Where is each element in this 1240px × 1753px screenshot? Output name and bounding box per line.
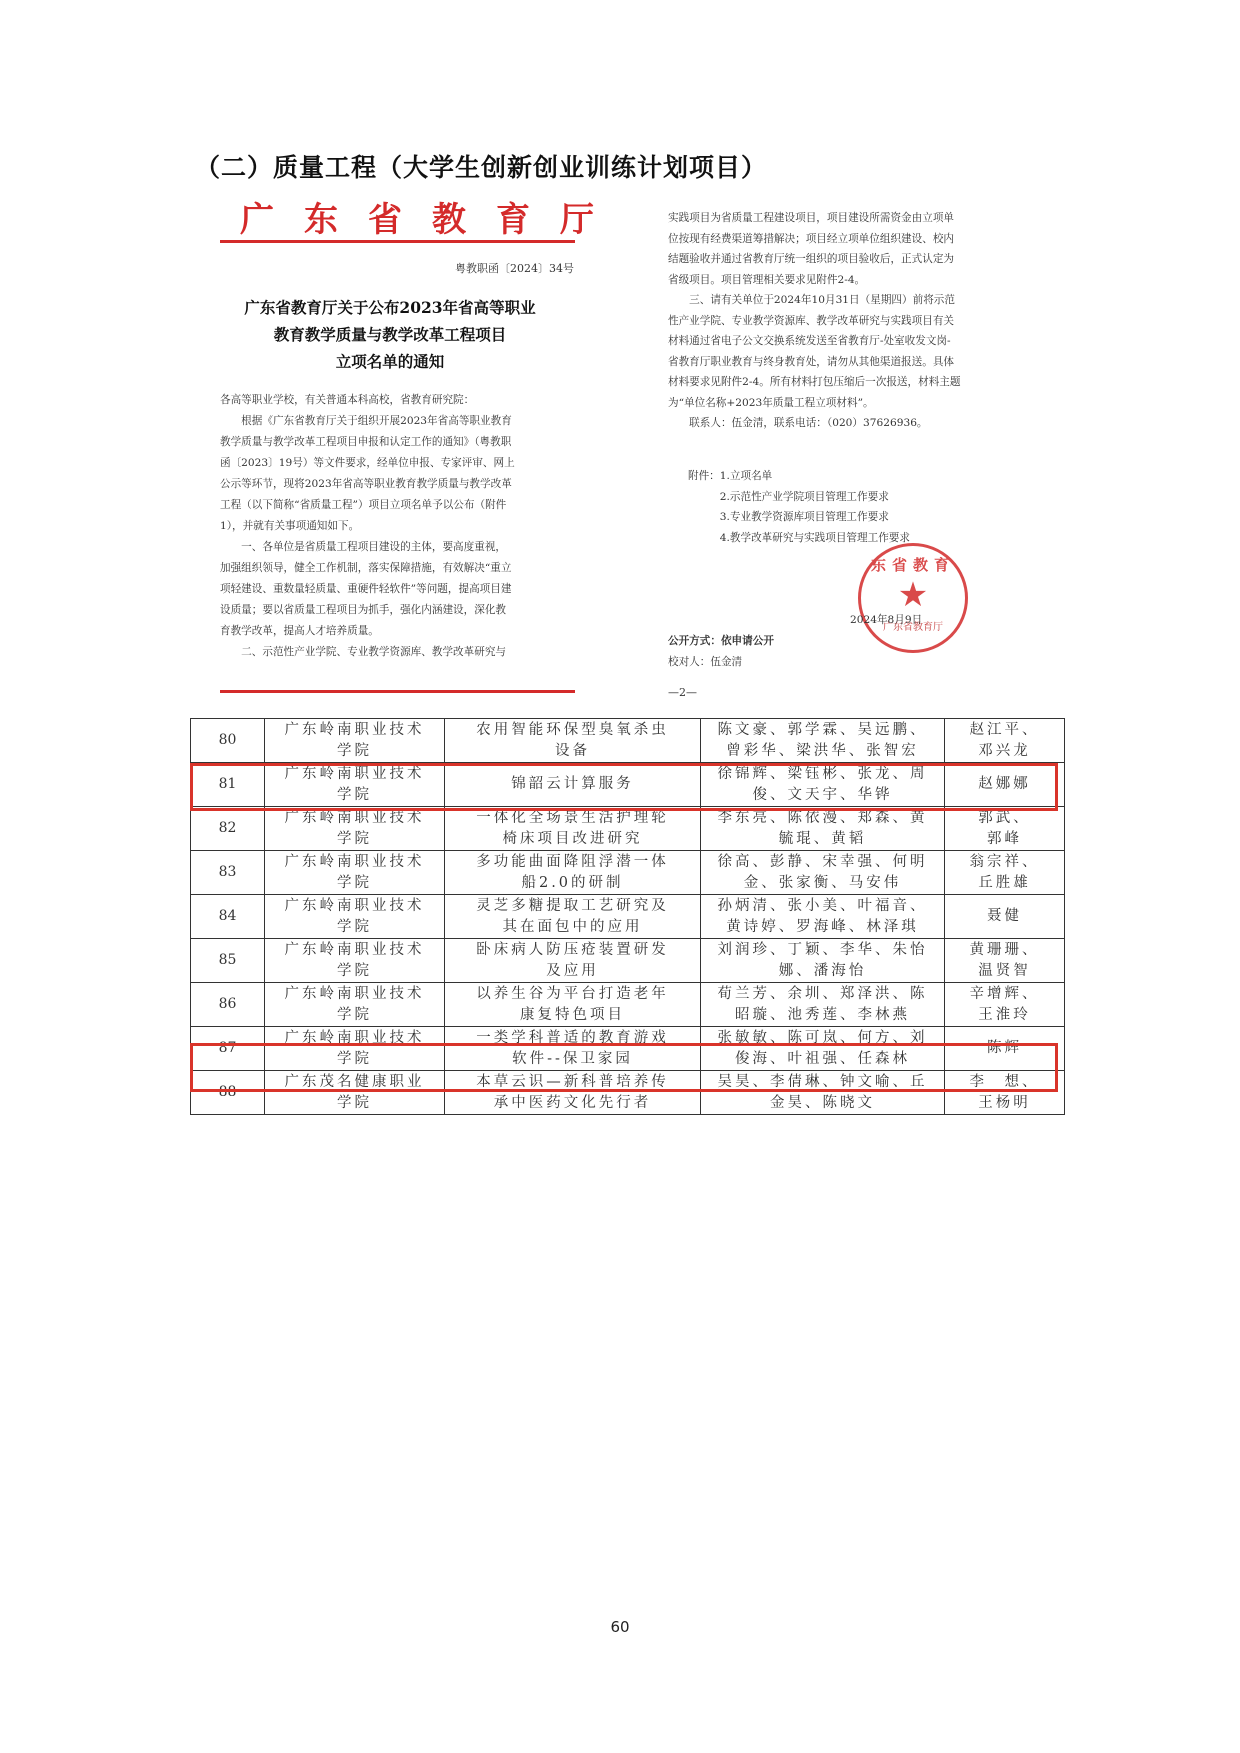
disclosure-text: 公开方式：依申请公开 (668, 635, 774, 647)
school-cell (265, 719, 445, 763)
row-number-line: 80 (218, 732, 237, 748)
body-line: 根据《广东省教育厅关于组织开展2023年省高等职业教育 (220, 415, 512, 427)
advisor-cell-line: 聂健 (987, 908, 1022, 924)
table-row (191, 763, 1065, 807)
row-number (191, 763, 265, 807)
body-line: 教学质量与教学改革工程项目申报和认定工作的通知》（粤教职 (220, 436, 512, 448)
body-line: 省级项目。项目管理相关要求见附件2-4。 (668, 273, 866, 286)
school-cell-line: 广东茂名健康职业 (284, 1073, 425, 1090)
body-line: 二、示范性产业学院、专业教学资源库、教学改革研究与 (220, 646, 507, 658)
seal-arc-text: 东省教育 (870, 556, 955, 574)
advisor-cell-line: 王淮玲 (978, 1006, 1031, 1023)
notice-title-line: 广东省教育厅关于公布2023年省高等职业 (244, 298, 536, 317)
body-line: 省教育厅职业教育与终身教育处，请勿从其他渠道报送。具体 (668, 355, 955, 368)
row-number (191, 895, 265, 939)
advisor-cell (945, 807, 1065, 851)
notice-page-mark: —2— (668, 686, 697, 699)
school-cell-line: 广东岭南职业技术 (284, 721, 425, 738)
advisor-cell (945, 939, 1065, 983)
advisor-cell (945, 895, 1065, 939)
body-line: 育教学改革，提高人才培养质量。 (220, 625, 379, 637)
school-cell-line: 学院 (337, 1050, 372, 1067)
project-name-cell-line: 软件--保卫家园 (512, 1050, 633, 1067)
body-line: 材料要求见附件2-4。所有材料打包压缩后一次报送，材料主题 (668, 376, 961, 388)
notice-page-left (220, 190, 624, 710)
body-line: 各高等职业学校，有关普通本科高校，省教育研究院： (220, 394, 475, 406)
body-line: 三、请有关单位于2024年10月31日（星期四）前将示范 (668, 294, 955, 306)
notice-title-line: 教育教学质量与教学改革工程项目 (273, 325, 507, 344)
body-line: 为“单位名称+2023年质量工程立项材料”。 (668, 396, 874, 409)
team-members-cell (701, 719, 945, 763)
team-members-cell-line: 娜、潘海怡 (778, 962, 867, 979)
body-line: 函〔2023〕19号）等文件要求，经单位申报、专家评审、网上 (220, 457, 515, 469)
seal-bottom-text: 广东省教育厅 (883, 622, 943, 633)
school-cell-line: 学院 (337, 918, 372, 935)
table-row (191, 1071, 1065, 1115)
school-cell (265, 807, 445, 851)
row-number (191, 719, 265, 763)
team-members-cell-line: 徐高、彭静、宋幸强、何明 (717, 853, 928, 870)
table-row (191, 983, 1065, 1027)
team-members-cell (701, 763, 945, 807)
project-name-cell-line: 农用智能环保型臭氧杀虫 (476, 721, 669, 738)
team-members-cell-line: 黄诗婷、罗海峰、林泽琪 (726, 918, 919, 935)
body-line: 性产业学院、专业教学资源库、教学改革研究与实践项目有关 (668, 314, 955, 327)
letterhead: 广东省教育厅 (240, 200, 624, 240)
row-number-line: 82 (218, 820, 237, 836)
project-name-cell (445, 939, 701, 983)
advisor-cell (945, 1071, 1065, 1115)
advisor-cell-line: 赵江平、 (969, 721, 1040, 738)
team-members-cell-line: 陈文豪、郭学霖、吴远鹏、 (717, 721, 928, 738)
team-members-cell (701, 895, 945, 939)
advisor-cell-line: 郭武、 (978, 809, 1031, 826)
body-line: 设质量；要以省质量工程项目为抓手，强化内涵建设，深化教 (220, 604, 507, 616)
advisor-cell-line: 赵娜娜 (978, 776, 1031, 792)
team-members-cell-line: 李东亮、陈依漫、郑森、黄 (717, 809, 928, 826)
project-name-cell-line: 及应用 (546, 962, 599, 979)
body-line: 一、各单位是省质量工程项目建设的主体，要高度重视， (220, 541, 507, 553)
school-cell (265, 1027, 445, 1071)
attachment-item: 2.示范性产业学院项目管理工作要求 (688, 490, 889, 503)
project-table (190, 718, 1065, 1115)
school-cell-line: 学院 (337, 786, 372, 803)
advisor-cell-line: 郭峰 (987, 830, 1022, 847)
school-cell (265, 983, 445, 1027)
project-name-cell (445, 719, 701, 763)
project-name-cell-line: 其在面包中的应用 (502, 918, 643, 935)
row-number-line: 81 (218, 776, 237, 792)
body-line: 联系人：伍金清，联系电话：（020）37626936。 (668, 417, 928, 429)
notice-page-right (668, 208, 998, 703)
row-number-line: 83 (218, 864, 237, 880)
advisor-cell (945, 983, 1065, 1027)
advisor-cell-line: 王杨明 (978, 1094, 1031, 1111)
body-line: 工程（以下简称“省质量工程”）项目立项名单予以公布（附件 (220, 499, 507, 511)
school-cell-line: 广东岭南职业技术 (284, 941, 425, 958)
notice-title-line: 立项名单的通知 (335, 352, 445, 371)
school-cell (265, 851, 445, 895)
attachment-item: 3.专业教学资源库项目管理工作要求 (688, 511, 889, 523)
project-name-cell-line: 承中医药文化先行者 (493, 1094, 652, 1111)
school-cell-line: 学院 (337, 962, 372, 979)
team-members-cell-line: 俊海、叶祖强、任森林 (735, 1050, 910, 1067)
advisor-cell (945, 719, 1065, 763)
disclosure-method (668, 633, 774, 648)
row-number (191, 983, 265, 1027)
issue-date: 2024年8月9日 (850, 614, 923, 626)
row-number-line: 85 (218, 952, 237, 968)
project-name-cell-line: 设备 (555, 742, 590, 759)
table-row (191, 719, 1065, 763)
school-cell (265, 763, 445, 807)
advisor-cell-line: 黄珊珊、 (969, 941, 1040, 958)
document-number: 粤教职函〔2024〕34号 (455, 262, 574, 275)
team-members-cell-line: 曾彩华、梁洪华、张智宏 (726, 742, 919, 759)
project-name-cell (445, 807, 701, 851)
school-cell-line: 学院 (337, 1006, 372, 1023)
table-row (191, 895, 1065, 939)
school-cell-line: 广东岭南职业技术 (284, 765, 425, 782)
school-cell (265, 895, 445, 939)
body-line: 结题验收并通过省教育厅统一组织的项目验收后，正式认定为 (668, 253, 955, 265)
row-number (191, 939, 265, 983)
body-line: 公示等环节，现将2023年省高等职业教育教学质量与教学改革 (220, 478, 512, 490)
row-number (191, 1027, 265, 1071)
project-name-cell-line: 船2.0的研制 (521, 874, 624, 891)
project-name-cell-line: 本草云识—新科普培养传 (476, 1073, 669, 1090)
school-cell-line: 广东岭南职业技术 (284, 985, 425, 1002)
project-name-cell (445, 983, 701, 1027)
advisor-cell-line: 陈辉 (987, 1040, 1022, 1056)
project-name-cell-line: 以养生谷为平台打造老年 (476, 985, 669, 1002)
table-row (191, 939, 1065, 983)
table-row (191, 851, 1065, 895)
advisor-cell (945, 763, 1065, 807)
advisor-cell-line: 丘胜雄 (978, 874, 1031, 891)
body-line: 材料通过省电子公文交换系统发送至省教育厅-处室收发文岗- (668, 335, 951, 347)
project-name-cell-line: 多功能曲面降阻浮潜一体 (476, 853, 669, 870)
star-icon: ★ (897, 575, 929, 615)
school-cell (265, 1071, 445, 1115)
project-name-cell (445, 1027, 701, 1071)
advisor-cell-line: 温贤智 (978, 962, 1031, 979)
project-name-cell-line: 卧床病人防压疮装置研发 (476, 941, 669, 958)
attachments-list (688, 466, 910, 548)
team-members-cell-line: 孙炳清、张小美、叶福音、 (717, 897, 928, 914)
team-members-cell-line: 荀兰芳、余圳、郑泽洪、陈 (717, 985, 928, 1002)
official-seal (858, 543, 968, 653)
team-members-cell-line: 昭璇、池秀莲、李林燕 (735, 1006, 910, 1023)
body-line: 项轻建设、重数量轻质量、重硬件轻软件”等问题，提高项目建 (220, 583, 512, 595)
school-cell-line: 广东岭南职业技术 (284, 897, 425, 914)
table-row (191, 1027, 1065, 1071)
project-name-cell-line: 椅床项目改进研究 (502, 830, 643, 847)
school-cell-line: 广东岭南职业技术 (284, 809, 425, 826)
body-line: 位按现有经费渠道筹措解决；项目经立项单位组织建设、校内 (668, 232, 955, 245)
body-line: 实践项目为省质量工程建设项目，项目建设所需资金由立项单 (668, 212, 955, 224)
advisor-cell (945, 851, 1065, 895)
project-name-cell-line: 康复特色项目 (520, 1006, 625, 1023)
school-cell (265, 939, 445, 983)
row-number (191, 1071, 265, 1115)
project-name-cell-line: 灵芝多糖提取工艺研究及 (476, 897, 669, 914)
school-cell-line: 学院 (337, 874, 372, 891)
school-cell-line: 学院 (337, 742, 372, 759)
project-name-cell (445, 1071, 701, 1115)
project-name-cell (445, 895, 701, 939)
project-name-cell-line: 一体化全场景生活护理轮 (476, 809, 669, 826)
school-cell-line: 学院 (337, 830, 372, 847)
row-number-line: 84 (218, 908, 237, 924)
team-members-cell (701, 983, 945, 1027)
project-name-cell-line: 一类学科普适的教育游戏 (476, 1029, 669, 1046)
team-members-cell (701, 807, 945, 851)
body-line: 加强组织领导，健全工作机制，落实保障措施，有效解决“重立 (220, 562, 512, 574)
advisor-cell-line: 邓兴龙 (978, 742, 1031, 759)
proofreader: 校对人：伍金清 (668, 656, 743, 668)
advisor-cell-line: 翁宗祥、 (969, 853, 1040, 870)
team-members-cell-line: 金、张家衡、马安伟 (743, 874, 902, 891)
team-members-cell (701, 1071, 945, 1115)
row-number-line: 88 (218, 1084, 237, 1100)
team-members-cell-line: 张敏敏、陈可岚、何方、刘 (717, 1029, 928, 1046)
project-name-cell-line: 锦韶云计算服务 (511, 776, 634, 792)
page-number: 60 (610, 1618, 630, 1636)
row-number-line: 86 (218, 996, 237, 1012)
section-title: （二）质量工程（大学生创新创业训练计划项目） (195, 153, 768, 182)
team-members-cell (701, 1027, 945, 1071)
attachment-item: 附件：1.立项名单 (688, 470, 773, 482)
project-name-cell (445, 851, 701, 895)
table-row (191, 807, 1065, 851)
team-members-cell (701, 851, 945, 895)
advisor-cell-line: 辛增辉、 (969, 985, 1040, 1002)
school-cell-line: 学院 (337, 1094, 372, 1111)
letterhead-rule (220, 240, 575, 243)
team-members-cell-line: 金昊、陈晓文 (770, 1094, 875, 1111)
row-number-line: 87 (218, 1040, 237, 1056)
row-number (191, 851, 265, 895)
team-members-cell-line: 徐锦辉、梁钰彬、张龙、周 (717, 765, 928, 782)
footer-rule (220, 690, 575, 693)
body-line: 1），并就有关事项通知如下。 (220, 520, 360, 532)
notice-body (220, 390, 580, 663)
team-members-cell (701, 939, 945, 983)
school-cell-line: 广东岭南职业技术 (284, 1029, 425, 1046)
team-members-cell-line: 吴昊、李倩琳、钟文喻、丘 (717, 1073, 928, 1090)
attachment-item: 4.教学改革研究与实践项目管理工作要求 (688, 531, 910, 544)
team-members-cell-line: 毓琨、黄韬 (778, 830, 867, 847)
row-number (191, 807, 265, 851)
team-members-cell-line: 俊、文天宇、华铧 (752, 786, 893, 803)
advisor-cell-line: 李 想、 (969, 1073, 1040, 1090)
advisor-cell (945, 1027, 1065, 1071)
school-cell-line: 广东岭南职业技术 (284, 853, 425, 870)
project-name-cell (445, 763, 701, 807)
team-members-cell-line: 刘润珍、丁颖、李华、朱怡 (717, 941, 928, 958)
